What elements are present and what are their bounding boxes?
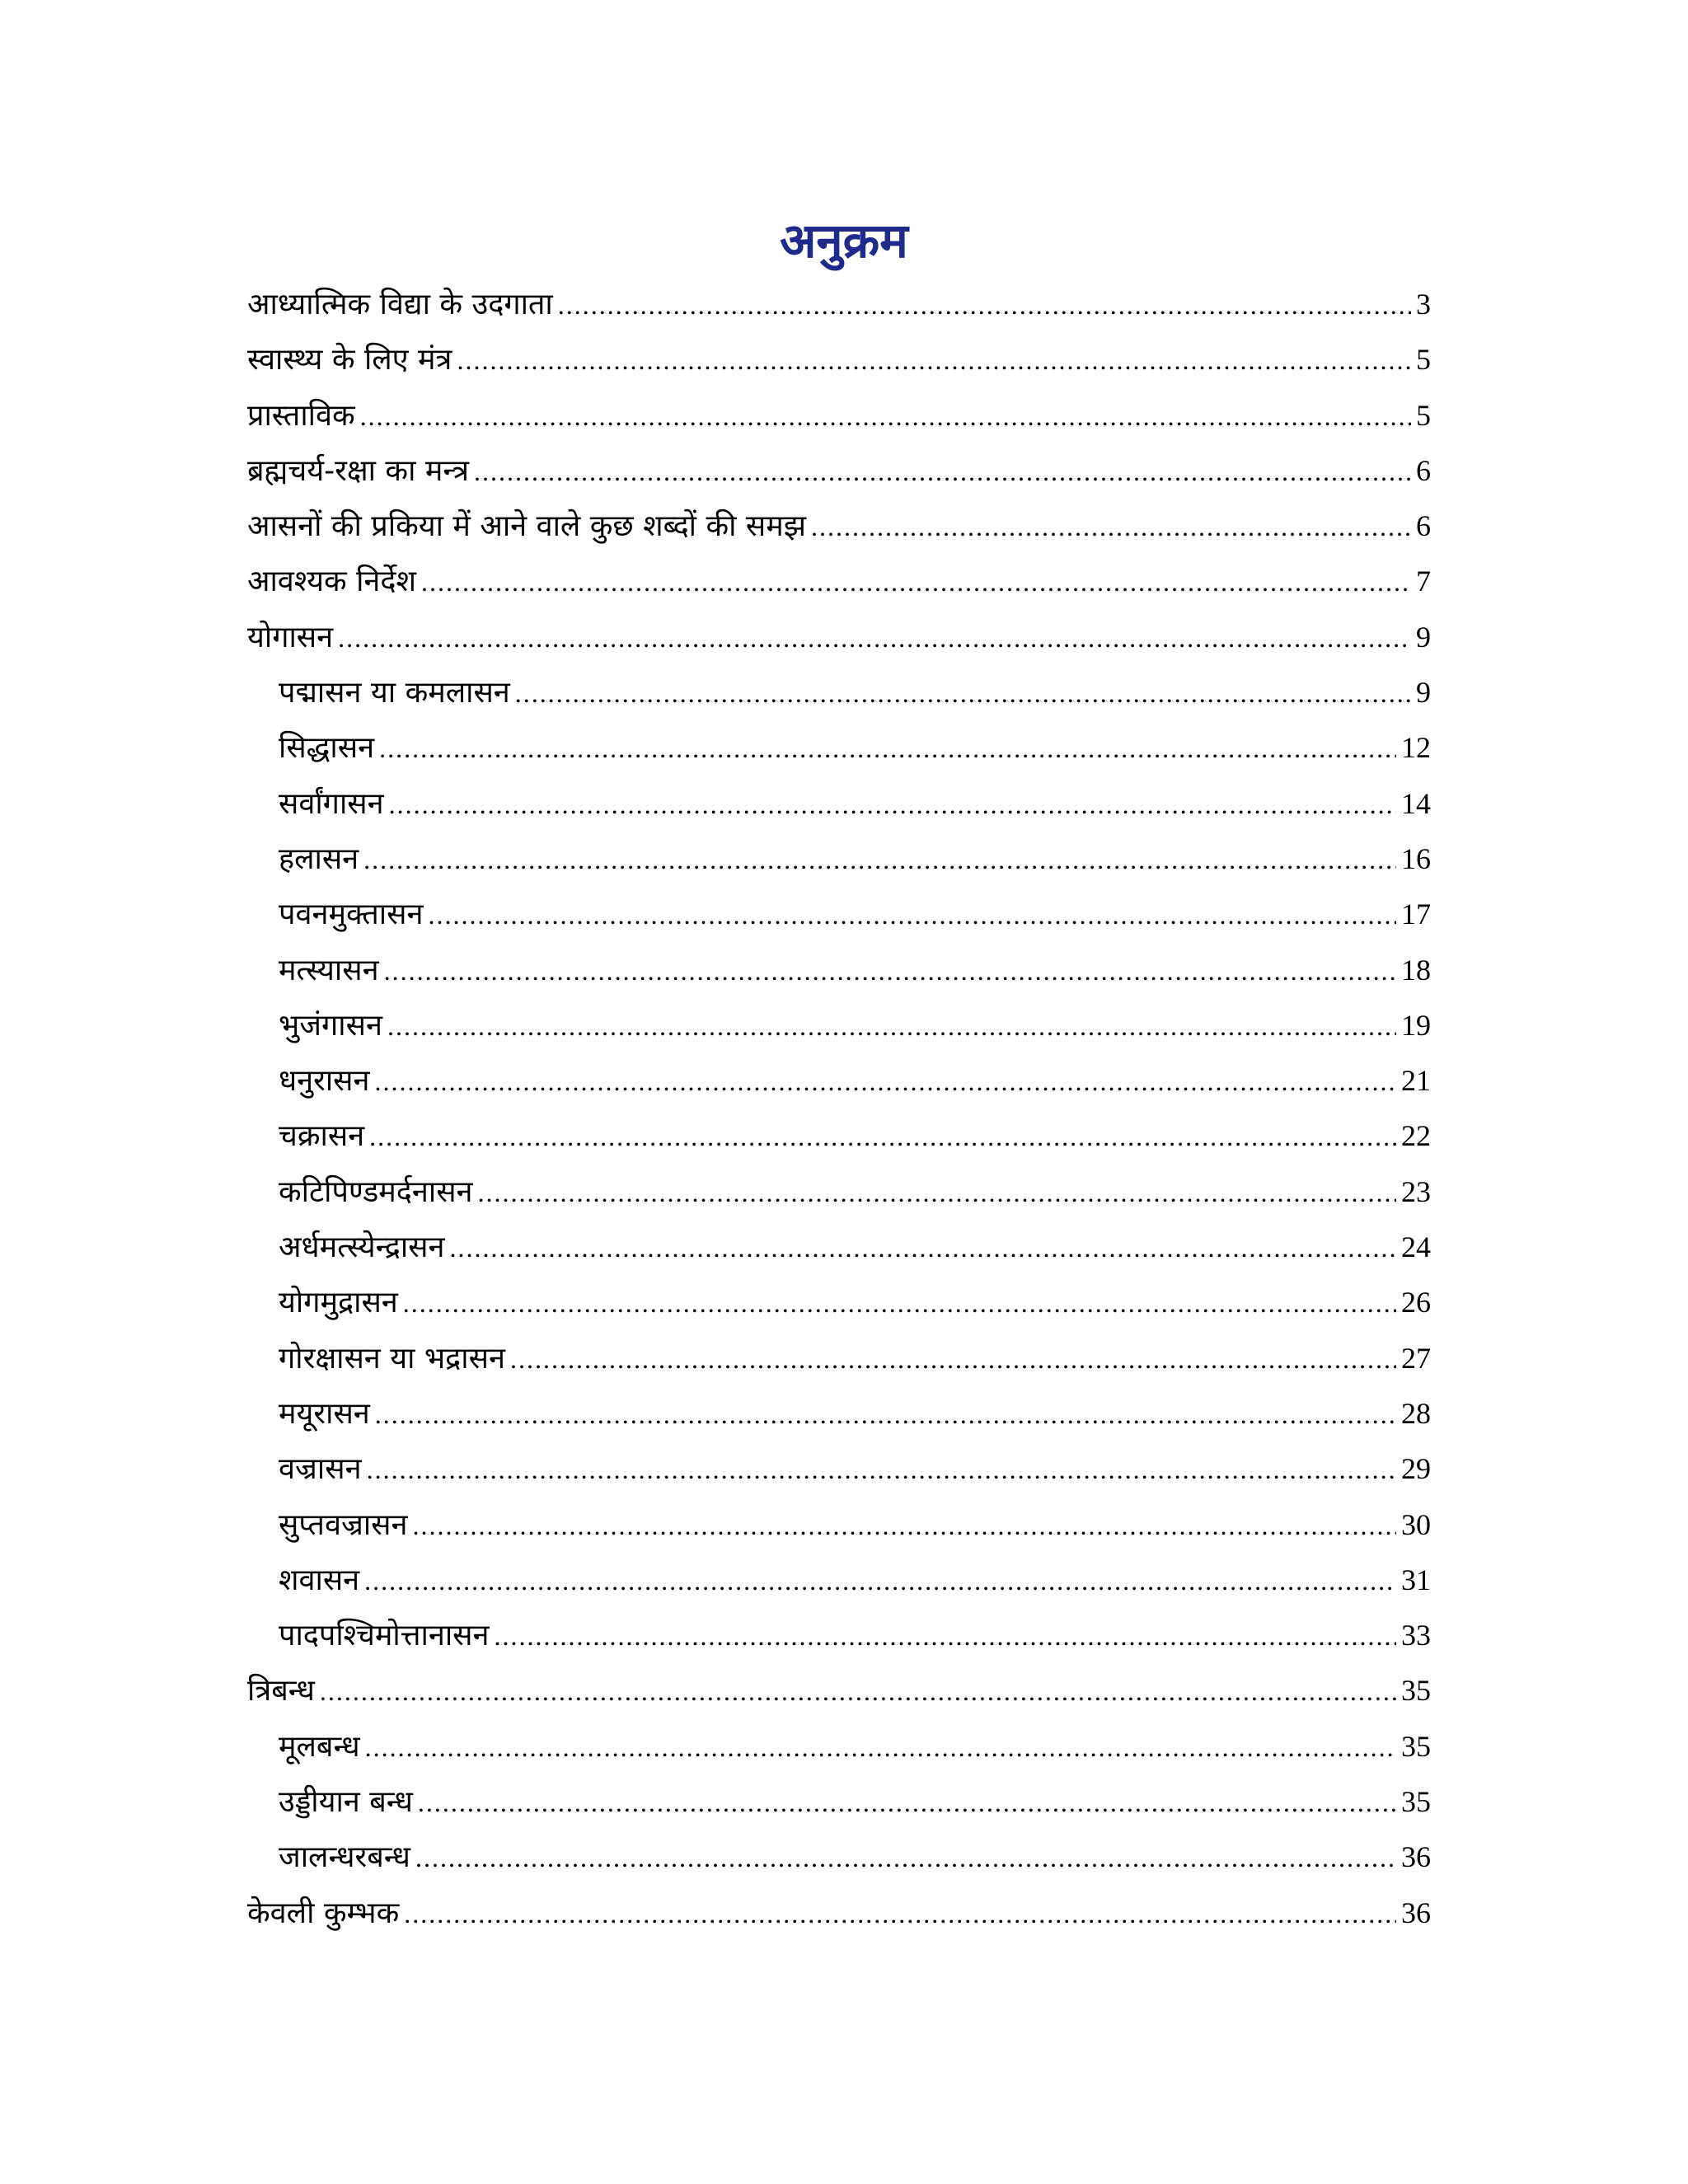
toc-subentry[interactable] xyxy=(247,1331,1431,1386)
toc-page-number: 22 xyxy=(1401,1119,1431,1153)
toc-page-number: 36 xyxy=(1401,1840,1431,1874)
page-title: अनुक्रम xyxy=(780,213,908,269)
toc-subentry[interactable] xyxy=(247,776,1431,832)
toc-page-number: 36 xyxy=(1401,1896,1431,1929)
table-of-contents xyxy=(247,277,1431,1941)
toc-dot-leader xyxy=(387,999,1396,1053)
toc-entry-label: वज्रासन xyxy=(279,1452,362,1487)
toc-entry-label: मत्स्यासन xyxy=(279,953,379,987)
toc-entry-label: आवश्यक निर्देश xyxy=(247,565,416,599)
toc-entry-label: शवासन xyxy=(279,1563,360,1597)
toc-page-number: 31 xyxy=(1401,1563,1431,1596)
toc-page-number: 19 xyxy=(1401,1008,1431,1042)
toc-dot-leader xyxy=(364,1554,1396,1608)
toc-subentry[interactable] xyxy=(247,887,1431,942)
toc-entry[interactable] xyxy=(247,277,1431,332)
toc-subentry[interactable] xyxy=(247,1553,1431,1608)
toc-dot-leader xyxy=(384,944,1396,998)
toc-dot-leader xyxy=(360,389,1411,443)
toc-subentry[interactable] xyxy=(247,665,1431,720)
toc-entry-label: भुजंगासन xyxy=(279,1008,382,1043)
toc-entry-label: हलासन xyxy=(279,841,359,876)
toc-dot-leader xyxy=(515,666,1411,720)
toc-page-number: 16 xyxy=(1401,841,1431,875)
toc-page-number: 30 xyxy=(1401,1507,1431,1541)
toc-dot-leader xyxy=(338,611,1411,665)
toc-dot-leader xyxy=(558,278,1411,332)
toc-dot-leader xyxy=(474,444,1411,499)
toc-dot-leader xyxy=(374,1054,1396,1108)
toc-page-number: 14 xyxy=(1401,786,1431,820)
toc-entry-label: मूलबन्ध xyxy=(279,1729,360,1764)
toc-page-number: 9 xyxy=(1416,620,1431,654)
toc-subentry[interactable] xyxy=(247,1774,1431,1830)
toc-dot-leader xyxy=(365,1720,1396,1774)
toc-entry[interactable] xyxy=(247,499,1431,554)
toc-subentry[interactable] xyxy=(247,998,1431,1053)
toc-entry[interactable] xyxy=(247,1886,1431,1941)
toc-entry-label: प्रास्ताविक xyxy=(247,398,355,433)
toc-entry-label: पादपश्चिमोत्तानासन xyxy=(279,1619,490,1653)
toc-page-number: 29 xyxy=(1401,1452,1431,1486)
toc-subentry[interactable] xyxy=(247,1053,1431,1108)
toc-dot-leader xyxy=(375,1387,1396,1441)
toc-dot-leader xyxy=(478,1165,1396,1220)
toc-entry-label: मयूरासन xyxy=(279,1396,370,1431)
toc-entry-label: धनुरासन xyxy=(279,1064,370,1099)
toc-entry-label: सिद्धासन xyxy=(279,731,375,766)
toc-page-number: 28 xyxy=(1401,1396,1431,1430)
toc-page-number: 21 xyxy=(1401,1064,1431,1098)
toc-dot-leader xyxy=(510,1332,1396,1386)
toc-subentry[interactable] xyxy=(247,832,1431,887)
toc-dot-leader xyxy=(363,832,1396,887)
toc-page-number: 6 xyxy=(1416,509,1431,543)
toc-subentry[interactable] xyxy=(247,1719,1431,1774)
toc-entry-label: पवनमुक्तासन xyxy=(279,898,424,932)
toc-dot-leader xyxy=(389,777,1396,832)
toc-subentry[interactable] xyxy=(247,1386,1431,1441)
toc-entry-label: आध्यात्मिक विद्या के उदगाता xyxy=(247,288,553,321)
toc-dot-leader xyxy=(367,1442,1396,1497)
toc-entry-label: कटिपिण्डमर्दनासन xyxy=(279,1174,473,1209)
toc-entry[interactable] xyxy=(247,388,1431,443)
toc-dot-leader xyxy=(421,555,1411,609)
toc-page-number: 35 xyxy=(1401,1729,1431,1763)
toc-subentry[interactable] xyxy=(247,720,1431,776)
toc-entry[interactable] xyxy=(247,443,1431,499)
toc-entry[interactable] xyxy=(247,610,1431,665)
toc-page-number: 6 xyxy=(1416,453,1431,487)
toc-subentry[interactable] xyxy=(247,1220,1431,1275)
toc-entry-label: ब्रह्मचर्य-रक्षा का मन्त्र xyxy=(247,453,469,488)
toc-dot-leader xyxy=(418,1775,1396,1830)
toc-page-number: 7 xyxy=(1416,565,1431,598)
toc-dot-leader xyxy=(379,721,1396,776)
toc-page-number: 17 xyxy=(1401,898,1431,931)
toc-page-number: 27 xyxy=(1401,1341,1431,1375)
toc-page-number: 35 xyxy=(1401,1785,1431,1819)
toc-dot-leader xyxy=(495,1609,1397,1663)
toc-dot-leader xyxy=(449,1221,1396,1275)
toc-subentry[interactable] xyxy=(247,1108,1431,1164)
toc-page-number: 23 xyxy=(1401,1174,1431,1208)
toc-entry-label: सुप्तवज्रासन xyxy=(279,1507,408,1542)
toc-entry-label: जालन्धरबन्ध xyxy=(279,1840,410,1875)
toc-subentry[interactable] xyxy=(247,1608,1431,1663)
toc-page-number: 5 xyxy=(1416,343,1431,377)
toc-page-number: 12 xyxy=(1401,731,1431,765)
toc-entry-label: योगासन xyxy=(247,620,334,654)
toc-page-number: 5 xyxy=(1416,398,1431,432)
toc-dot-leader xyxy=(428,888,1396,942)
toc-entry[interactable] xyxy=(247,1663,1431,1718)
toc-subentry[interactable] xyxy=(247,1165,1431,1220)
toc-entry-label: आसनों की प्रकिया में आने वाले कुछ शब्दों की समझ xyxy=(247,509,806,544)
toc-page-number: 18 xyxy=(1401,953,1431,987)
toc-entry[interactable] xyxy=(247,554,1431,609)
toc-page-number: 26 xyxy=(1401,1286,1431,1319)
toc-entry-label: गोरक्षासन या भद्रासन xyxy=(279,1341,505,1376)
toc-dot-leader xyxy=(404,1886,1396,1941)
toc-entry-label: त्रिबन्ध xyxy=(247,1674,315,1708)
toc-entry-label: योगमुद्रासन xyxy=(279,1286,398,1320)
toc-dot-leader xyxy=(403,1276,1396,1330)
toc-dot-leader xyxy=(415,1830,1396,1885)
toc-dot-leader xyxy=(811,499,1411,554)
toc-subentry[interactable] xyxy=(247,943,1431,998)
toc-subentry[interactable] xyxy=(247,1830,1431,1885)
toc-entry-label: अर्धमत्स्येन्द्रासन xyxy=(279,1230,445,1265)
toc-dot-leader xyxy=(320,1664,1396,1718)
toc-entry-label: केवली कुम्भक xyxy=(247,1896,400,1930)
toc-entry-label: स्वास्थ्य के लिए मंत्र xyxy=(247,343,452,377)
toc-page-number: 9 xyxy=(1416,676,1431,710)
toc-subentry[interactable] xyxy=(247,1275,1431,1330)
toc-entry-label: चक्रासन xyxy=(279,1119,365,1154)
toc-subentry[interactable] xyxy=(247,1441,1431,1497)
toc-page-number: 33 xyxy=(1401,1619,1431,1652)
toc-dot-leader xyxy=(369,1109,1396,1164)
toc-dot-leader xyxy=(413,1498,1397,1553)
toc-subentry[interactable] xyxy=(247,1497,1431,1553)
toc-page-number: 24 xyxy=(1401,1230,1431,1264)
toc-entry-label: सर्वांगासन xyxy=(279,786,384,821)
toc-page-number: 3 xyxy=(1416,288,1431,321)
toc-page-number: 35 xyxy=(1401,1674,1431,1708)
toc-dot-leader xyxy=(457,333,1411,387)
toc-entry-label: उड्डीयान बन्ध xyxy=(279,1785,413,1820)
toc-entry-label: पद्मासन या कमलासन xyxy=(279,676,510,710)
toc-entry[interactable] xyxy=(247,332,1431,387)
